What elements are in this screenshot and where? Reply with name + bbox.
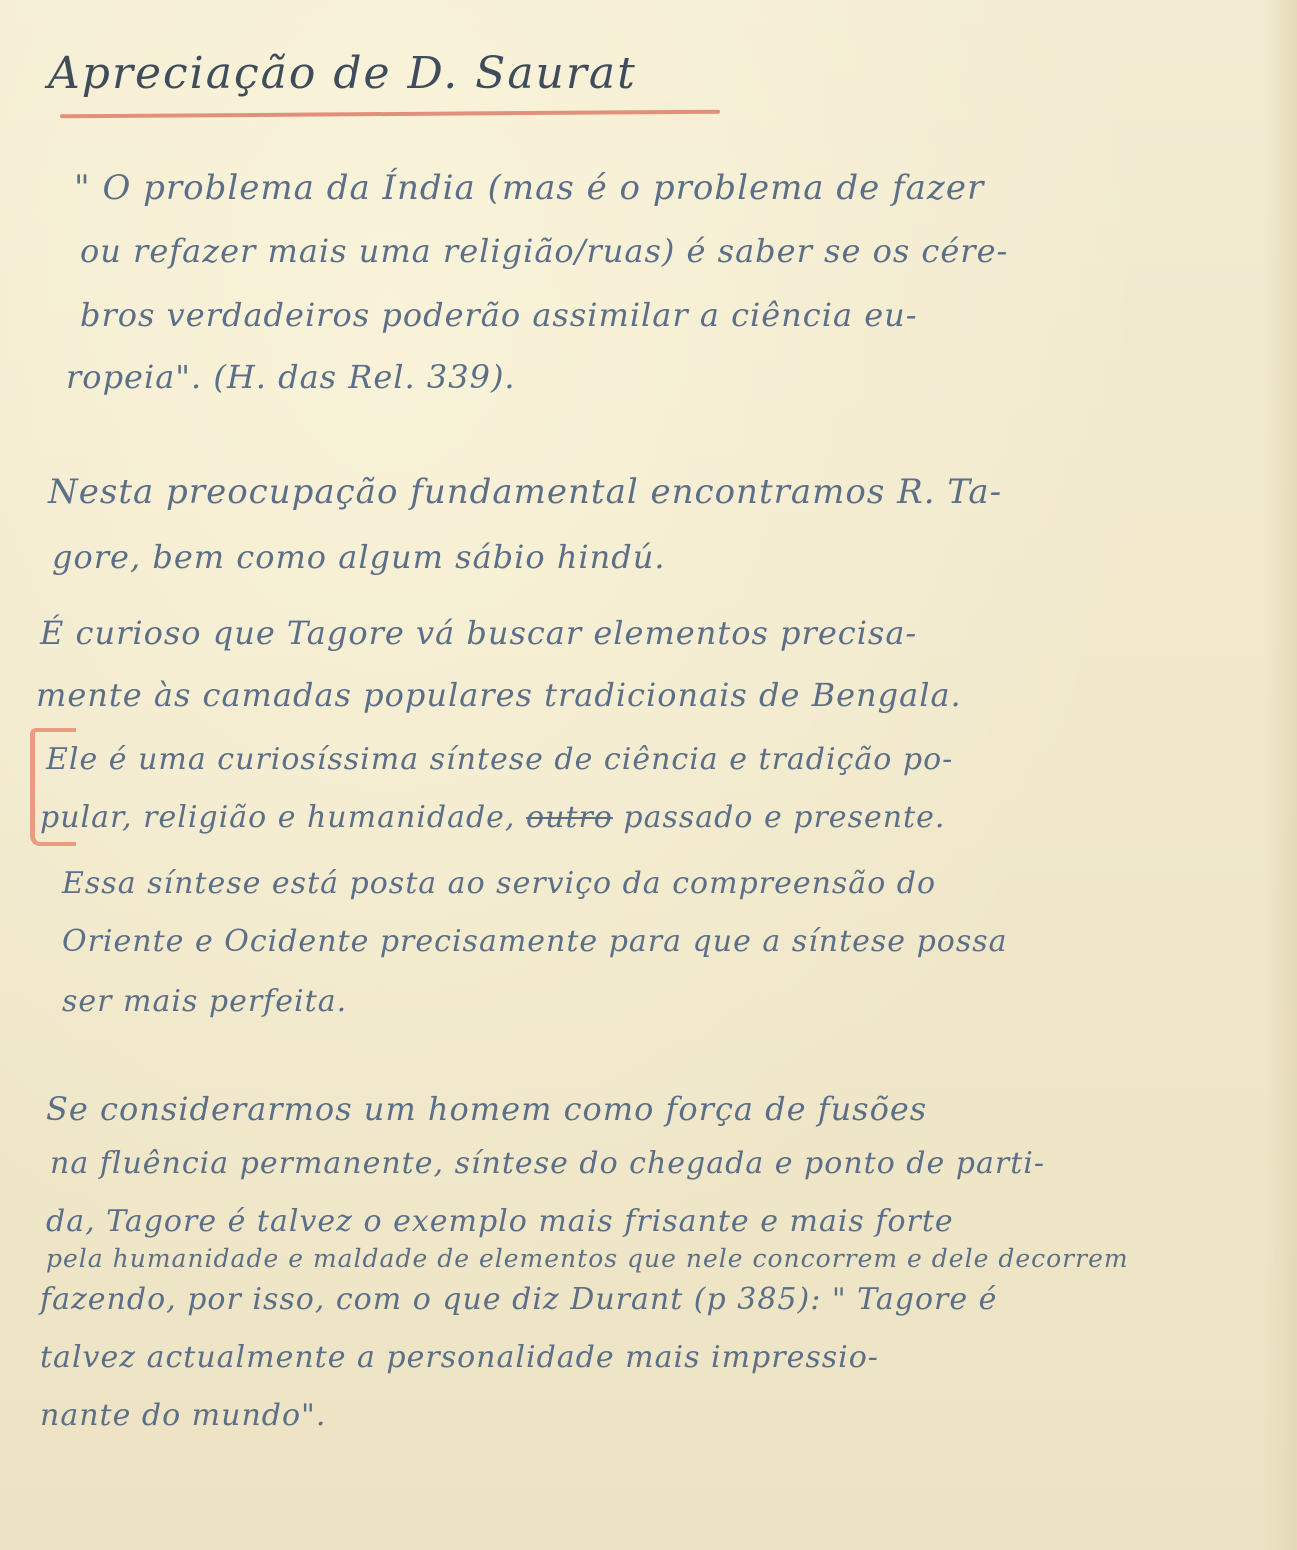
quote-line: ou refazer mais uma religião/ruas) é saber se os cére- — [80, 232, 1009, 270]
paragraph-line: da, Tagore é talvez o exemplo mais frisante e mais forte — [46, 1204, 954, 1239]
paper-edge — [1263, 0, 1297, 1550]
paragraph-line — [40, 800, 945, 835]
struck-word: outro — [526, 800, 613, 835]
page-title: Apreciação de D. Saurat — [48, 48, 637, 99]
paragraph-line: É curioso que Tagore vá buscar elementos precisa- — [40, 614, 918, 652]
quote-line: " O problema da Índia (mas é o problema de fazer — [74, 168, 985, 208]
paragraph-line: fazendo, por isso, com o que diz Durant (p 385): " Tagore é — [40, 1282, 998, 1317]
paragraph-line: na fluência permanente, síntese do chegada e ponto de parti- — [50, 1146, 1046, 1181]
quote-line: bros verdadeiros poderão assimilar a ciência eu- — [80, 296, 918, 334]
paragraph-line: Oriente e Ocidente precisamente para que a síntese possa — [62, 924, 1008, 959]
paragraph-line: gore, bem como algum sábio hindú. — [52, 538, 666, 576]
text-segment: passado e presente. — [623, 800, 946, 835]
paragraph-insert-line: pela humanidade e maldade de elementos que nele concorrem e dele decorrem — [46, 1244, 1129, 1273]
text-segment: pular, religião e humanidade, — [40, 800, 516, 835]
paragraph-line: Essa síntese está posta ao serviço da compreensão do — [62, 866, 937, 901]
paragraph-line: Se considerarmos um homem como força de fusões — [46, 1090, 928, 1128]
paragraph-line: nante do mundo". — [40, 1398, 327, 1433]
title-underline — [60, 110, 720, 119]
quote-line: ropeia". (H. das Rel. 339). — [66, 358, 516, 396]
paragraph-line: talvez actualmente a personalidade mais impressio- — [40, 1340, 879, 1375]
paragraph-line: Nesta preocupação fundamental encontramos R. Ta- — [48, 472, 1003, 512]
paragraph-line: mente às camadas populares tradicionais de Bengala. — [36, 676, 962, 714]
paragraph-line: ser mais perfeita. — [62, 984, 348, 1019]
paragraph-line: Ele é uma curiosíssima síntese de ciência e tradição po- — [46, 742, 954, 777]
